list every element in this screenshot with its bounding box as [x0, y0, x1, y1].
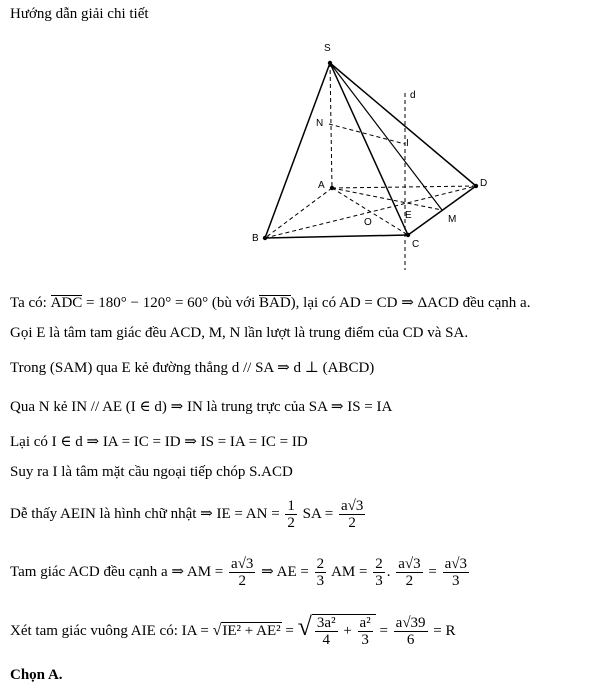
- label-S: S: [324, 43, 331, 54]
- angle-BAD: BAD: [259, 295, 291, 311]
- point-C: [406, 233, 410, 237]
- edge-SB: [265, 63, 330, 238]
- edge-SA: [330, 63, 332, 188]
- edge-SD: [330, 63, 476, 186]
- edge-BD: [265, 186, 476, 238]
- line-7: Dễ thấy AEIN là hình chữ nhật ⇒ IE = AN = $\frac{1}{2}$ SA = $\frac{a√3}{2}$: [10, 498, 364, 531]
- label-C: C: [412, 239, 420, 250]
- edge-SC: [330, 63, 408, 235]
- pyramid-figure: [240, 38, 500, 273]
- fraction-half: $\frac{1}{2}$: [287, 498, 295, 531]
- label-B: B: [252, 233, 259, 244]
- edge-BC: [265, 235, 408, 238]
- line-8: Tam giác ACD đều cạnh a ⇒ AM = $\frac{a√3}{2}$ ⇒ AE = $\frac{2}{3}$ AM = $\frac{2}{3}$ . $\frac{a√3}{2}$ = $\frac{a√3}{3}$: [10, 556, 467, 589]
- label-E: E: [405, 210, 412, 221]
- edge-NI: [329, 124, 405, 144]
- label-d: d: [410, 90, 416, 101]
- point-B: [263, 236, 267, 240]
- point-D: [474, 184, 478, 188]
- angle-ADC: ADC: [50, 295, 83, 311]
- label-A: A: [318, 180, 325, 191]
- label-O: O: [364, 217, 372, 228]
- edge-AD: [332, 186, 476, 188]
- label-D: D: [480, 178, 488, 189]
- edge-AM: [332, 188, 442, 210]
- solution-heading: Hướng dẫn giải chi tiết: [10, 6, 149, 22]
- fraction-a-sqrt3-over-2: $\frac{a√3}{2}$: [340, 498, 364, 531]
- label-M: M: [448, 214, 457, 225]
- line-9: Xét tam giác vuông AIE có: IA = √IE² + AE² = √ $\frac{\text{3a²}}{4}$ + $\frac{\text{a²}}{3}$ = $\frac{a√39}{6}$ = R: [10, 612, 456, 649]
- label-I: I: [406, 138, 409, 149]
- line-3: Trong (SAM) qua E kẻ đường thẳng d // SA ⇒ d ⊥ (ABCD): [10, 360, 375, 376]
- line-1: Ta có: ADC = 180° − 120° = 60° (bù với BAD), lại có AD = CD ⇒ ΔACD đều cạnh a.: [10, 295, 531, 311]
- point-A: [330, 186, 334, 190]
- edge-CD: [408, 186, 476, 235]
- line-4: Qua N kẻ IN // AE (I ∈ d) ⇒ IN là trung trực của SA ⇒ IS = IA: [10, 399, 393, 415]
- line-2: Gọi E là tâm tam giác đều ACD, M, N lần lượt là trung điểm của CD và SA.: [10, 325, 469, 341]
- line-6: Suy ra I là tâm mặt cầu ngoại tiếp chóp S.ACD: [10, 464, 293, 480]
- point-S: [328, 61, 332, 65]
- answer-choice: Chọn A.: [10, 667, 63, 683]
- line-5: Lại có I ∈ d ⇒ IA = IC = ID ⇒ IS = IA = IC = ID: [10, 434, 308, 450]
- label-N: N: [316, 118, 324, 129]
